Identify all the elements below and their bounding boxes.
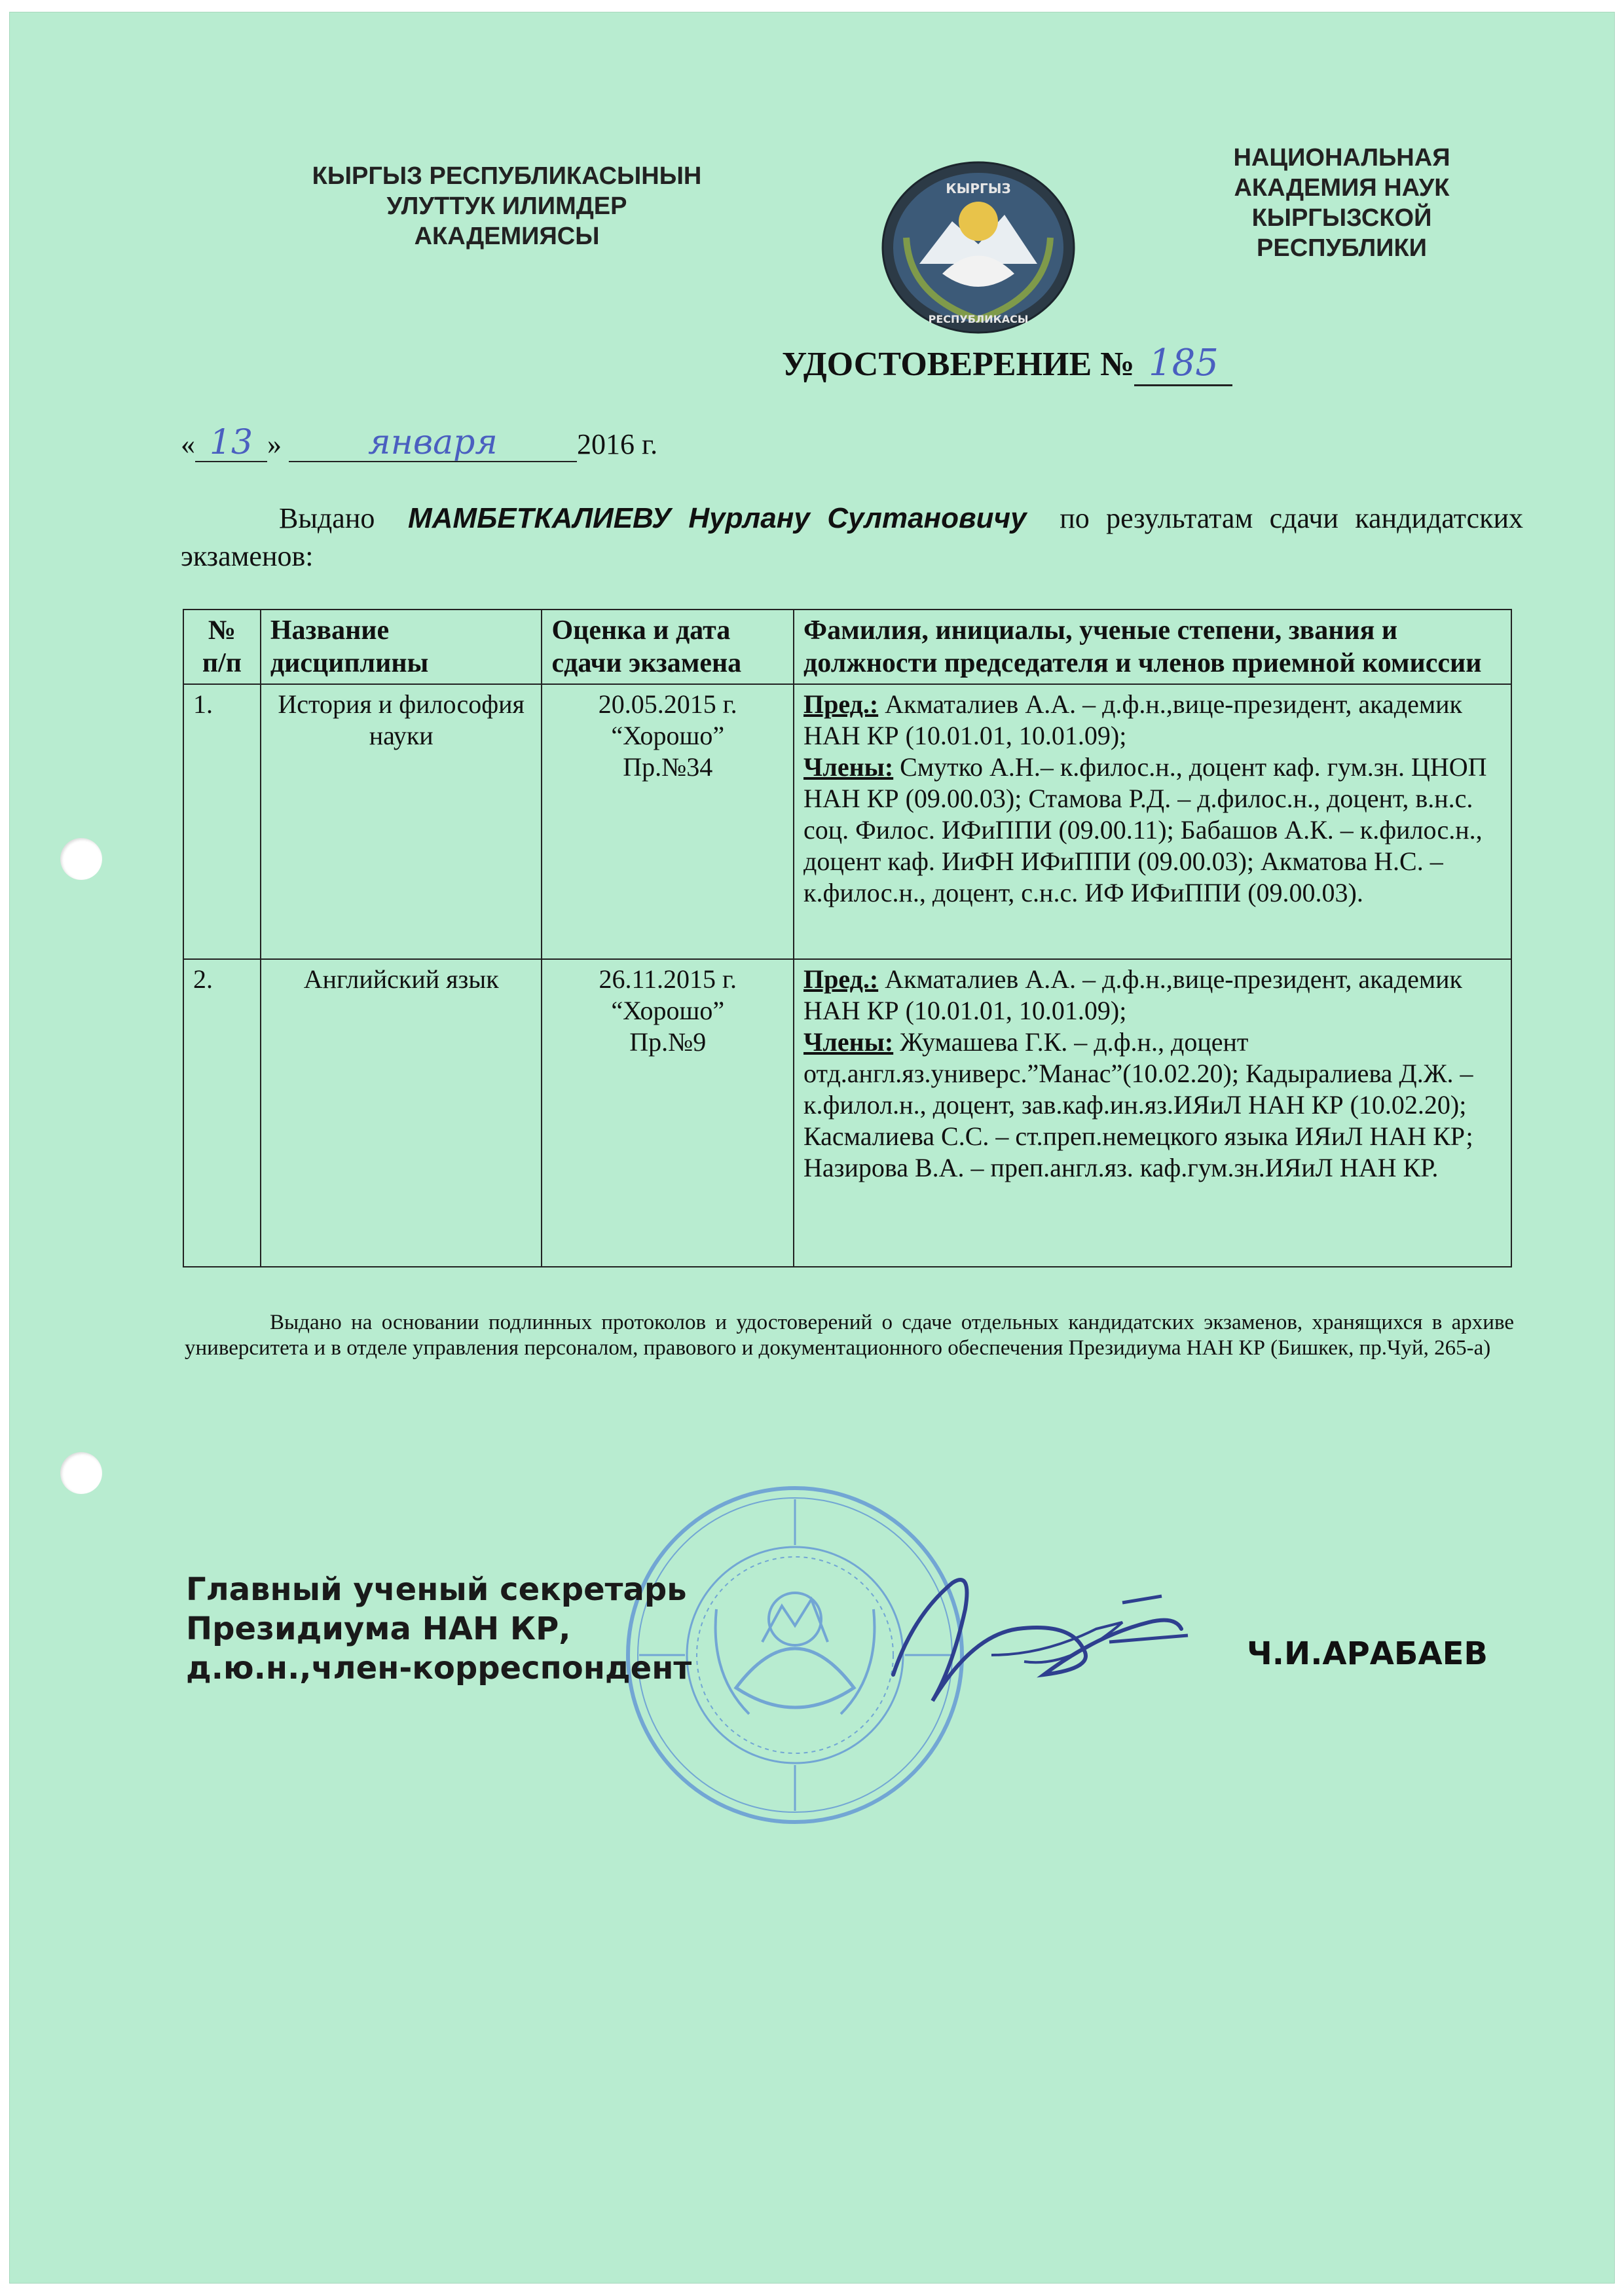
state-emblem-icon <box>880 159 1077 336</box>
emblem-text-bottom: РЕСПУБЛИКАСЫ <box>928 313 1029 325</box>
members-text: Жумашева Г.К. – д.ф.н., доцент отд.англ.яз.универс.”Манас”(10.02.20); Кадыралиева Д.Ж. – к.филол.н., доцент, зав.каф.ин.яз.ИЯиЛ НАН КР (10.02.20); Касмалиева С.С. – ст.преп.немецкого языка ИЯиЛ НАН КР; Назирова В.А. – преп.англ.яз. каф.гум.зн.ИЯиЛ НАН КР. <box>803 1027 1473 1182</box>
chair-text: Акматалиев А.А. – д.ф.н.,вице-президент, академик НАН КР (10.01.01, 10.01.09); <box>803 964 1462 1025</box>
binder-hole-top <box>60 838 102 880</box>
commission-members <box>794 959 1511 1267</box>
header-right-line: КЫРГЫЗСКОЙ <box>1251 204 1432 232</box>
header-left-line: УЛУТТУК ИЛИМДЕР <box>386 192 627 220</box>
document-title-text: УДОСТОВЕРЕНИЕ № <box>782 346 1135 383</box>
members-label: Члены: <box>803 1027 894 1057</box>
chair-label: Пред.: <box>803 964 879 994</box>
signatory-title-line: Главный ученый секретарь <box>186 1571 687 1608</box>
discipline-name: История и философия науки <box>261 684 542 959</box>
header-right-line: АКАДЕМИЯ НАУК <box>1234 174 1450 202</box>
exam-protocol: Пр.№34 <box>623 752 713 782</box>
exam-protocol: Пр.№9 <box>629 1027 707 1057</box>
header-org-russian <box>1152 143 1532 263</box>
table-header-row <box>183 610 1511 684</box>
basis-note: Выдано на основании подлинных протоколов и удостоверений о сдаче отдельных кандидатских экзаменов, хранящихся в архиве университета и в отделе управления персоналом, правового и документационного обеспечения Президиума НАН КР (Бишкек, пр.Чуй, 265-а) <box>185 1311 1514 1360</box>
date-month: января <box>289 424 577 462</box>
members-label: Члены: <box>803 752 894 782</box>
commission-members <box>794 684 1511 959</box>
header-right-line: НАЦИОНАЛЬНАЯ <box>1233 144 1450 172</box>
header-commission: Фамилия, инициалы, ученые степени, звания и должности председателя и членов приемной комиссии <box>794 610 1511 684</box>
exam-date: 20.05.2015 г. <box>598 689 737 719</box>
signatory-name: Ч.И.АРАБАЕВ <box>1247 1635 1488 1672</box>
header-grade-date: Оценка и дата сдачи экзамена <box>542 610 794 684</box>
header-left-line: АКАДЕМИЯСЫ <box>414 223 600 250</box>
header-number: № п/п <box>183 610 261 684</box>
date-year: 2016 г. <box>577 428 658 460</box>
exam-results-table <box>183 609 1512 1267</box>
chair-text: Акматалиев А.А. – д.ф.н.,вице-президент, академик НАН КР (10.01.01, 10.01.09); <box>803 689 1462 750</box>
exam-date: 26.11.2015 г. <box>599 964 737 994</box>
chair-label: Пред.: <box>803 689 879 719</box>
table-row <box>183 684 1511 959</box>
certificate-sheet <box>9 12 1615 2284</box>
row-number: 1. <box>183 684 261 959</box>
discipline-name: Английский язык <box>261 959 542 1267</box>
signatory-title <box>186 1570 692 1688</box>
issued-suffix: по результатам сдачи кандидатских экзаменов: <box>181 502 1524 572</box>
members-text: Смутко А.Н.– к.филос.н., доцент каф. гум.зн. ЦНОП НАН КР (09.00.03); Стамова Р.Д. – д.филос.н., доцент, в.н.с. соц. Филос. ИФиППИ (09.00.11); Бабашов А.К. – к.филос.н., доцент каф. ИиФН ИФиППИ (09.00.03); Акматова Н.С. – к.филос.н., доцент, с.н.с. ИФ ИФиППИ (09.00.03). <box>803 752 1487 907</box>
document-title <box>782 342 1232 386</box>
header-left-line: КЫРГЫЗ РЕСПУБЛИКАСЫНЫН <box>312 162 702 190</box>
issued-statement <box>181 500 1523 575</box>
exam-grade: “Хорошо” <box>611 996 725 1025</box>
exam-result <box>542 959 794 1267</box>
issue-date: « 13 » января 2016 г. <box>181 423 658 462</box>
recipient-name: МАМБЕТКАЛИЕВУ Нурлану Султановичу <box>408 502 1027 534</box>
header-org-kyrgyz <box>225 161 788 251</box>
document-number: 185 <box>1134 342 1232 386</box>
exam-result <box>542 684 794 959</box>
exam-grade: “Хорошо” <box>611 721 725 750</box>
signatory-title-line: Президиума НАН КР, <box>186 1611 571 1647</box>
date-day: 13 <box>195 424 267 462</box>
emblem-text-top: КЫРГЫЗ <box>946 181 1011 196</box>
header-right-line: РЕСПУБЛИКИ <box>1257 234 1427 262</box>
handwritten-signature <box>874 1557 1201 1721</box>
signatory-title-line: д.ю.н.,член-корреспондент <box>186 1650 692 1686</box>
row-number: 2. <box>183 959 261 1267</box>
binder-hole-bottom <box>60 1452 102 1494</box>
table-row <box>183 959 1511 1267</box>
header-discipline: Название дисциплины <box>261 610 542 684</box>
issued-prefix: Выдано <box>279 502 375 534</box>
